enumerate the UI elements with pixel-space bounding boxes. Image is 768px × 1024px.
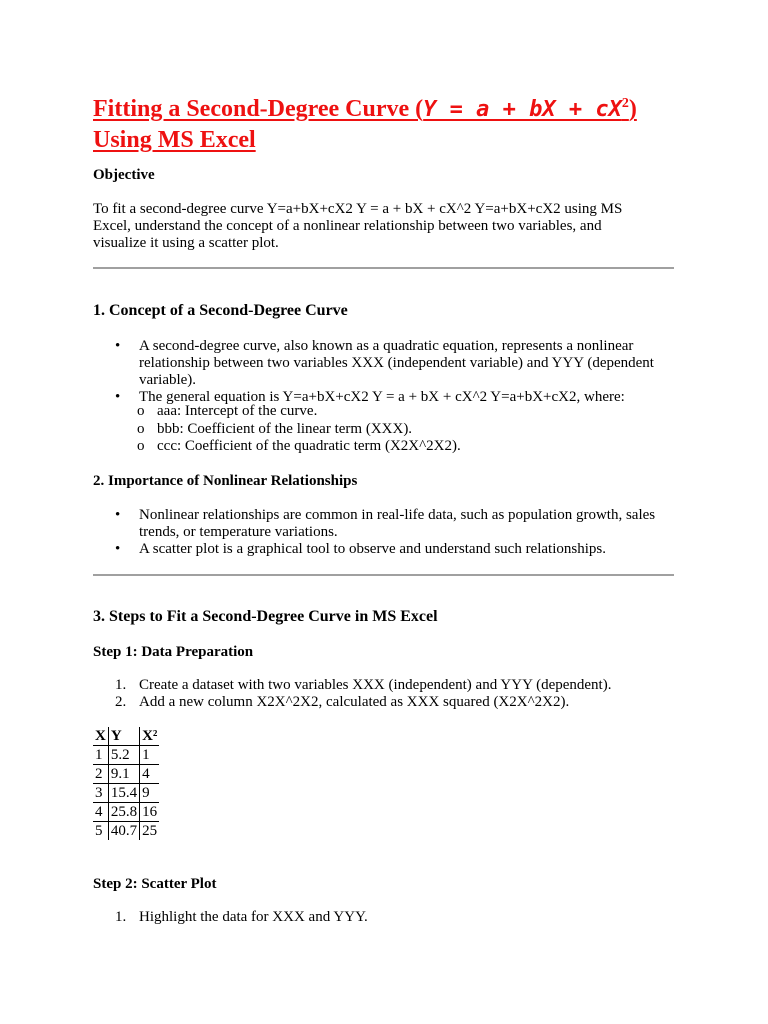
title-close-paren: ) xyxy=(628,96,637,122)
table-cell: 1 xyxy=(140,746,160,765)
divider xyxy=(93,267,674,269)
step2-list xyxy=(115,909,680,926)
section1-list xyxy=(115,338,680,406)
list-item-text: Nonlinear relationships are common in real-life data, such as population growth, sales trends, or temperature variations. xyxy=(139,507,656,540)
step1-list xyxy=(115,677,680,711)
table-cell: 2 xyxy=(93,765,108,784)
table-row xyxy=(93,784,159,803)
bullet-marker: • xyxy=(115,389,121,405)
title-superscript: 2 xyxy=(621,96,629,111)
list-item-text: Create a dataset with two variables XXX (independent) and YYY (dependent). xyxy=(139,677,612,693)
section3-heading: 3. Steps to Fit a Second-Degree Curve in MS Excel xyxy=(93,608,438,625)
list-item xyxy=(115,338,680,389)
table-cell: 25.8 xyxy=(108,803,139,822)
table-cell: 3 xyxy=(93,784,108,803)
table-cell: 16 xyxy=(140,803,160,822)
step2-heading: Step 2: Scatter Plot xyxy=(93,876,217,892)
sub-list-item-text: aaa: Intercept of the curve. xyxy=(157,403,318,419)
table-cell: 40.7 xyxy=(108,822,139,841)
table-cell: 9 xyxy=(140,784,160,803)
table-row xyxy=(93,803,159,822)
sub-list-item-text: ccc: Coefficient of the quadratic term (X2X^2X2). xyxy=(157,438,461,454)
title-text: Fitting a Second-Degree Curve ( xyxy=(93,96,424,122)
list-item-text: The general equation is Y=a+bX+cX2 Y = a + bX + cX^2 Y=a+bX+cX2, where: xyxy=(139,389,625,405)
objective-text: To fit a second-degree curve Y=a+bX+cX2 Y = a + bX + cX^2 Y=a+bX+cX2 using MS Excel, understand the concept of a nonlinear relationship between two variables, and visualize it using a scatter plot. xyxy=(93,201,623,251)
number-marker: 1. xyxy=(115,909,127,925)
table-cell: 25 xyxy=(140,822,160,841)
list-item-text: Add a new column X2X^2X2, calculated as XXX squared (X2X^2X2). xyxy=(139,694,570,710)
divider xyxy=(93,574,674,576)
sub-list-item xyxy=(115,421,680,439)
table-header-row xyxy=(93,727,159,746)
table-cell: 15.4 xyxy=(108,784,139,803)
section2-list xyxy=(115,507,680,558)
section2-heading: 2. Importance of Nonlinear Relationships xyxy=(93,473,358,489)
table-cell: 9.1 xyxy=(108,765,139,784)
list-item xyxy=(115,507,680,541)
table-cell: 4 xyxy=(93,803,108,822)
sub-list-item xyxy=(115,403,680,421)
bullet-marker: • xyxy=(115,507,121,523)
section1-heading: 1. Concept of a Second-Degree Curve xyxy=(93,302,348,319)
number-marker: 2. xyxy=(115,694,127,710)
table-cell: 5.2 xyxy=(108,746,139,765)
list-item-text: A second-degree curve, also known as a quadratic equation, represents a nonlinear relationship between two variables XXX (independent variable) and YYY (dependent variable). xyxy=(139,338,654,388)
data-table xyxy=(93,727,159,840)
bullet-marker: • xyxy=(115,338,121,354)
column-header: X² xyxy=(140,727,160,746)
section1-sublist xyxy=(115,403,680,456)
number-marker: 1. xyxy=(115,677,127,693)
sub-list-item xyxy=(115,438,680,456)
table-cell: 5 xyxy=(95,823,103,839)
list-item xyxy=(115,677,680,694)
list-item xyxy=(115,694,680,711)
table-row xyxy=(93,746,159,765)
objective-heading: Objective xyxy=(93,167,155,183)
sub-bullet-marker: o xyxy=(137,403,145,419)
step1-heading: Step 1: Data Preparation xyxy=(93,644,254,660)
list-item xyxy=(115,909,680,926)
sub-bullet-marker: o xyxy=(137,420,145,437)
title-equation: Y = a + bX + cX xyxy=(423,97,622,122)
title-line2: Using MS Excel xyxy=(93,127,256,153)
list-item-text: Highlight the data for XXX and YYY. xyxy=(139,909,368,925)
bullet-marker: • xyxy=(115,541,121,557)
list-item-text: A scatter plot is a graphical tool to observe and understand such relationships. xyxy=(139,541,606,557)
table-cell: 4 xyxy=(140,765,160,784)
page-title xyxy=(93,88,693,156)
sub-list-item-text: bbb: Coefficient of the linear term (XXX). xyxy=(157,420,413,437)
table-row xyxy=(93,822,159,841)
table-row xyxy=(93,765,159,784)
sub-bullet-marker: o xyxy=(137,438,145,454)
column-header: X xyxy=(93,727,108,746)
column-header: Y xyxy=(108,727,139,746)
table-cell: 1 xyxy=(93,746,108,765)
list-item xyxy=(115,541,680,558)
